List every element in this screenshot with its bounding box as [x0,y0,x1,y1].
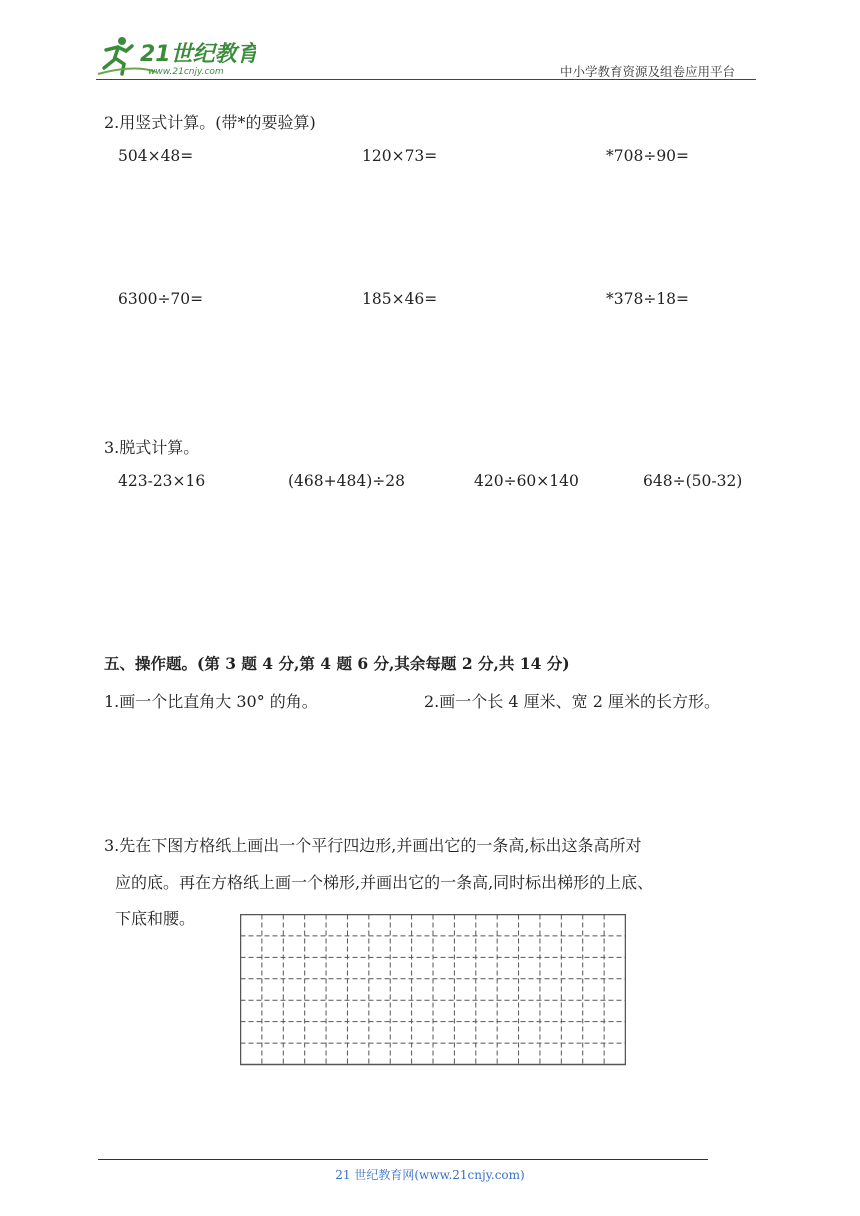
footer-divider [98,1159,708,1160]
calc-item: 504×48= [118,147,194,165]
operation-q1: 1.画一个比直角大 30° 的角。 [104,692,318,711]
section-five-title: 五、操作题。(第 3 题 4 分,第 4 题 6 分,其余每题 2 分,共 14 分) [104,654,570,673]
calc-item: 120×73= [362,147,438,165]
operation-q3-line1: 3.先在下图方格纸上画出一个平行四边形,并画出它的一条高,标出这条高所对 [104,836,642,855]
operation-q3-line2: 应的底。再在方格纸上画一个梯形,并画出它的一条高,同时标出梯形的上底、 [115,873,654,892]
calc-item: 6300÷70= [118,290,204,308]
step-calc-item: (468+484)÷28 [288,472,405,490]
operation-q2: 2.画一个长 4 厘米、宽 2 厘米的长方形。 [424,692,720,711]
logo-text: 21世纪教育 [140,42,256,67]
runner-logo-icon [96,34,256,80]
grid-paper[interactable] [240,914,626,1070]
header-divider [96,79,756,80]
calc-item: *378÷18= [606,290,690,308]
footer-text: 21 世纪教育网(www.21cnjy.com) [335,1168,525,1182]
platform-name: 中小学教育资源及组卷应用平台 [560,64,736,79]
calc-item: *708÷90= [606,147,690,165]
step-calc-item: 648÷(50-32) [643,472,743,490]
logo-url: www.21cnjy.com [148,67,224,77]
calc-item: 185×46= [362,290,438,308]
step-calc-item: 423-23×16 [118,472,206,490]
site-logo [96,34,256,80]
question-2-title: 2.用竖式计算。(带*的要验算) [104,113,316,132]
operation-q3-line3: 下底和腰。 [115,909,196,928]
step-calc-item: 420÷60×140 [474,472,579,490]
question-3-title: 3.脱式计算。 [104,438,200,457]
